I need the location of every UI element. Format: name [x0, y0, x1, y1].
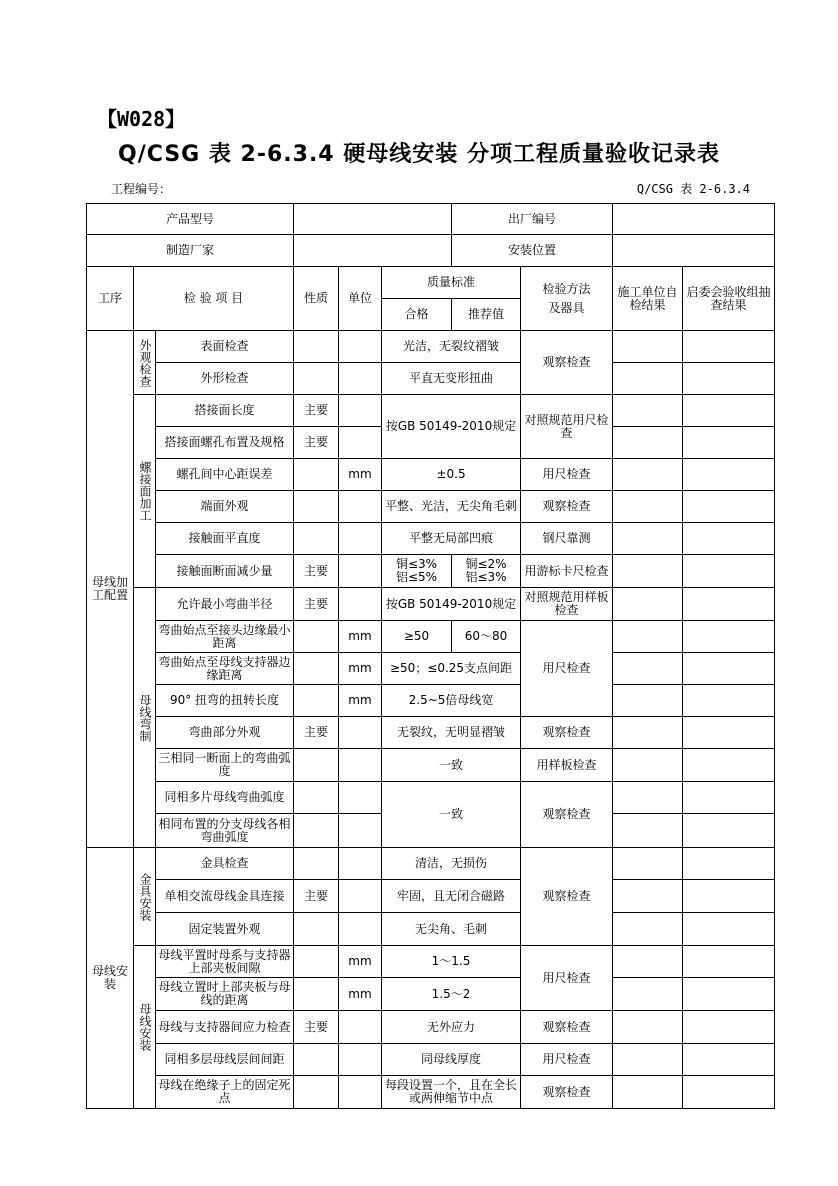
section-appearance: 外观检查 — [134, 331, 156, 395]
spot-check-cell[interactable] — [683, 588, 775, 621]
inspection-method: 钢尺靠测 — [521, 523, 613, 555]
item-name: 表面检查 — [156, 331, 294, 363]
item-name: 弯曲始点至母线支持器边缘距离 — [156, 653, 294, 685]
quality-std: 无尖角、毛刺 — [382, 913, 521, 946]
quality-std: 同母线厚度 — [382, 1044, 521, 1076]
inspection-method: 观察检查 — [521, 1076, 613, 1109]
item-nature: 主要 — [294, 427, 339, 459]
self-check-cell[interactable] — [613, 978, 683, 1011]
self-check-cell[interactable] — [613, 491, 683, 523]
self-check-cell[interactable] — [613, 1011, 683, 1044]
item-unit: mm — [339, 946, 382, 978]
inspection-method: 对照规范用样板检查 — [521, 588, 613, 621]
factory-no-label: 出厂编号 — [452, 204, 613, 235]
manufacturer-value[interactable] — [294, 235, 452, 267]
item-unit: mm — [339, 459, 382, 491]
quality-std: 平整、光洁，无尖角毛刺 — [382, 491, 521, 523]
item-name: 金具检查 — [156, 848, 294, 880]
item-nature: 主要 — [294, 588, 339, 621]
self-check-cell[interactable] — [613, 717, 683, 749]
item-name: 外形检查 — [156, 363, 294, 395]
self-check-cell[interactable] — [613, 848, 683, 880]
self-check-cell[interactable] — [613, 880, 683, 913]
item-unit: mm — [339, 653, 382, 685]
inspection-method: 用尺检查 — [521, 459, 613, 491]
self-check-cell[interactable] — [613, 685, 683, 717]
recommended-value — [452, 555, 521, 588]
self-check-cell[interactable] — [613, 653, 683, 685]
spot-check-cell[interactable] — [683, 331, 775, 363]
quality-std: 每段设置一个，且在全长或两伸缩节中点 — [382, 1076, 521, 1109]
col-self-check: 施工单位自检结果 — [613, 267, 683, 331]
col-recommended: 推荐值 — [452, 299, 521, 331]
spot-check-cell[interactable] — [683, 1076, 775, 1109]
spot-check-cell[interactable] — [683, 459, 775, 491]
spot-check-cell[interactable] — [683, 1044, 775, 1076]
item-name: 接触面断面减少量 — [156, 555, 294, 588]
col-process: 工序 — [87, 267, 134, 331]
self-check-cell[interactable] — [613, 1076, 683, 1109]
self-check-cell[interactable] — [613, 459, 683, 491]
self-check-cell[interactable] — [613, 782, 683, 814]
item-name: 同相多层母线层间间距 — [156, 1044, 294, 1076]
install-location-value[interactable] — [613, 235, 775, 267]
quality-std: 按GB 50149-2010规定 — [382, 395, 521, 459]
spot-check-cell[interactable] — [683, 363, 775, 395]
col-items: 检 验 项 目 — [134, 267, 294, 331]
item-nature: 主要 — [294, 1011, 339, 1044]
inspection-method: 用尺检查 — [521, 946, 613, 1011]
spot-check-cell[interactable] — [683, 880, 775, 913]
self-check-cell[interactable] — [613, 427, 683, 459]
self-check-cell[interactable] — [613, 621, 683, 653]
self-check-cell[interactable] — [613, 913, 683, 946]
spot-check-cell[interactable] — [683, 621, 775, 653]
section-bending: 母线弯制 — [134, 588, 156, 848]
spot-check-cell[interactable] — [683, 913, 775, 946]
quality-std: 一致 — [382, 782, 521, 848]
item-name: 单相交流母线金具连接 — [156, 880, 294, 913]
self-check-cell[interactable] — [613, 749, 683, 782]
inspection-table — [86, 203, 775, 1109]
inspection-method: 观察检查 — [521, 782, 613, 848]
item-unit: mm — [339, 621, 382, 653]
spot-check-cell[interactable] — [683, 814, 775, 848]
page-title: Q/CSG 表 2-6.3.4 硬母线安装 分项工程质量验收记录表 — [118, 142, 720, 167]
qualified-value — [382, 555, 452, 588]
install-location-label: 安装位置 — [452, 235, 613, 267]
section-installation: 母线安装 — [87, 848, 134, 1109]
spot-check-cell[interactable] — [683, 848, 775, 880]
spot-check-cell[interactable] — [683, 978, 775, 1011]
section-processing: 母线加工配置 — [87, 331, 134, 848]
qualified-aluminum: 铝≤5% — [395, 570, 438, 584]
inspection-method: 用尺检查 — [521, 621, 613, 717]
quality-std: ≥50；≤0.25支点间距 — [382, 653, 521, 685]
recommended-value: 60～80 — [452, 621, 521, 653]
col-method — [521, 267, 613, 331]
inspection-method: 观察检查 — [521, 717, 613, 749]
item-nature: 主要 — [294, 717, 339, 749]
quality-std: 平整无局部凹痕 — [382, 523, 521, 555]
spot-check-cell[interactable] — [683, 749, 775, 782]
item-name: 弯曲部分外观 — [156, 717, 294, 749]
quality-std: 一致 — [382, 749, 521, 782]
self-check-cell[interactable] — [613, 523, 683, 555]
spot-check-cell[interactable] — [683, 523, 775, 555]
item-name: 搭接面螺孔布置及规格 — [156, 427, 294, 459]
quality-std: 2.5~5倍母线宽 — [382, 685, 521, 717]
section-contact-processing: 螺接面加工 — [134, 395, 156, 588]
factory-no-value[interactable] — [613, 204, 775, 235]
spot-check-cell[interactable] — [683, 491, 775, 523]
qualified-value: ≥50 — [382, 621, 452, 653]
item-name: 固定装置外观 — [156, 913, 294, 946]
self-check-cell[interactable] — [613, 331, 683, 363]
item-name: 弯曲始点至接头边缘最小距离 — [156, 621, 294, 653]
item-unit: mm — [339, 978, 382, 1011]
col-spot-check: 启委会验收组抽查结果 — [683, 267, 775, 331]
manufacturer-label: 制造厂家 — [87, 235, 294, 267]
spot-check-cell[interactable] — [683, 653, 775, 685]
recommended-aluminum: 铝≤3% — [465, 570, 507, 584]
col-unit: 单位 — [339, 267, 382, 331]
section-busbar-install: 母线安装 — [134, 946, 156, 1109]
quality-std: 牢固，且无闭合磁路 — [382, 880, 521, 913]
self-check-cell[interactable] — [613, 1044, 683, 1076]
inspection-method: 用尺检查 — [521, 1044, 613, 1076]
spot-check-cell[interactable] — [683, 555, 775, 588]
quality-std: 1～1.5 — [382, 946, 521, 978]
self-check-cell[interactable] — [613, 555, 683, 588]
inspection-method: 观察检查 — [521, 331, 613, 395]
col-method-line2: 及器具 — [548, 300, 585, 315]
quality-std: 1.5～2 — [382, 978, 521, 1011]
col-nature: 性质 — [294, 267, 339, 331]
inspection-method: 观察检查 — [521, 1011, 613, 1044]
self-check-cell[interactable] — [613, 814, 683, 848]
item-name: 母线立置时上部夹板与母线的距离 — [156, 978, 294, 1011]
item-unit: mm — [339, 685, 382, 717]
item-nature: 主要 — [294, 880, 339, 913]
inspection-method: 观察检查 — [521, 848, 613, 946]
section-fittings: 金具安装 — [134, 848, 156, 946]
inspection-method: 用游标卡尺检查 — [521, 555, 613, 588]
item-name: 母线在绝缘子上的固定死点 — [156, 1076, 294, 1109]
item-name: 螺孔间中心距误差 — [156, 459, 294, 491]
quality-std: 清洁，无损伤 — [382, 848, 521, 880]
quality-std: 无裂纹，无明显褶皱 — [382, 717, 521, 749]
item-name: 母线平置时母系与支持器上部夹板间隙 — [156, 946, 294, 978]
form-code: 【W028】 — [97, 107, 186, 131]
item-name: 端面外观 — [156, 491, 294, 523]
item-name: 三相同一断面上的弯曲弧度 — [156, 749, 294, 782]
quality-std: 按GB 50149-2010规定 — [382, 588, 521, 621]
col-qualified: 合格 — [382, 299, 452, 331]
quality-std: 平直无变形扭曲 — [382, 363, 521, 395]
quality-std: 光洁，无裂纹褶皱 — [382, 331, 521, 363]
spot-check-cell[interactable] — [683, 1011, 775, 1044]
self-check-cell[interactable] — [613, 588, 683, 621]
col-quality-std: 质量标准 — [382, 267, 521, 299]
inspection-method: 观察检查 — [521, 491, 613, 523]
product-model-value[interactable] — [294, 204, 452, 235]
col-method-line1: 检验方法 — [542, 281, 591, 296]
spot-check-cell[interactable] — [683, 395, 775, 427]
item-nature: 主要 — [294, 555, 339, 588]
spot-check-cell[interactable] — [683, 427, 775, 459]
quality-std: 无外应力 — [382, 1011, 521, 1044]
inspection-method: 用样板检查 — [521, 749, 613, 782]
item-name: 允许最小弯曲半径 — [156, 588, 294, 621]
item-name: 90° 扭弯的扭转长度 — [156, 685, 294, 717]
spot-check-cell[interactable] — [683, 685, 775, 717]
item-nature: 主要 — [294, 395, 339, 427]
item-name: 母线与支持器间应力检查 — [156, 1011, 294, 1044]
spot-check-cell[interactable] — [683, 717, 775, 749]
spot-check-cell[interactable] — [683, 946, 775, 978]
spot-check-cell[interactable] — [683, 782, 775, 814]
item-name: 同相多片母线弯曲弧度 — [156, 782, 294, 814]
inspection-method: 对照规范用尺检查 — [521, 395, 613, 459]
self-check-cell[interactable] — [613, 363, 683, 395]
table-no: Q/CSG 表 2-6.3.4 — [636, 182, 750, 196]
self-check-cell[interactable] — [613, 946, 683, 978]
quality-std: ±0.5 — [382, 459, 521, 491]
self-check-cell[interactable] — [613, 395, 683, 427]
item-name: 搭接面长度 — [156, 395, 294, 427]
item-name: 接触面平直度 — [156, 523, 294, 555]
qualified-copper: 铜≤3% — [395, 557, 438, 571]
project-no-label: 工程编号： — [111, 182, 172, 196]
item-name: 相同布置的分支母线各相弯曲弧度 — [156, 814, 294, 848]
recommended-copper: 铜≤2% — [465, 557, 507, 571]
product-model-label: 产品型号 — [87, 204, 294, 235]
